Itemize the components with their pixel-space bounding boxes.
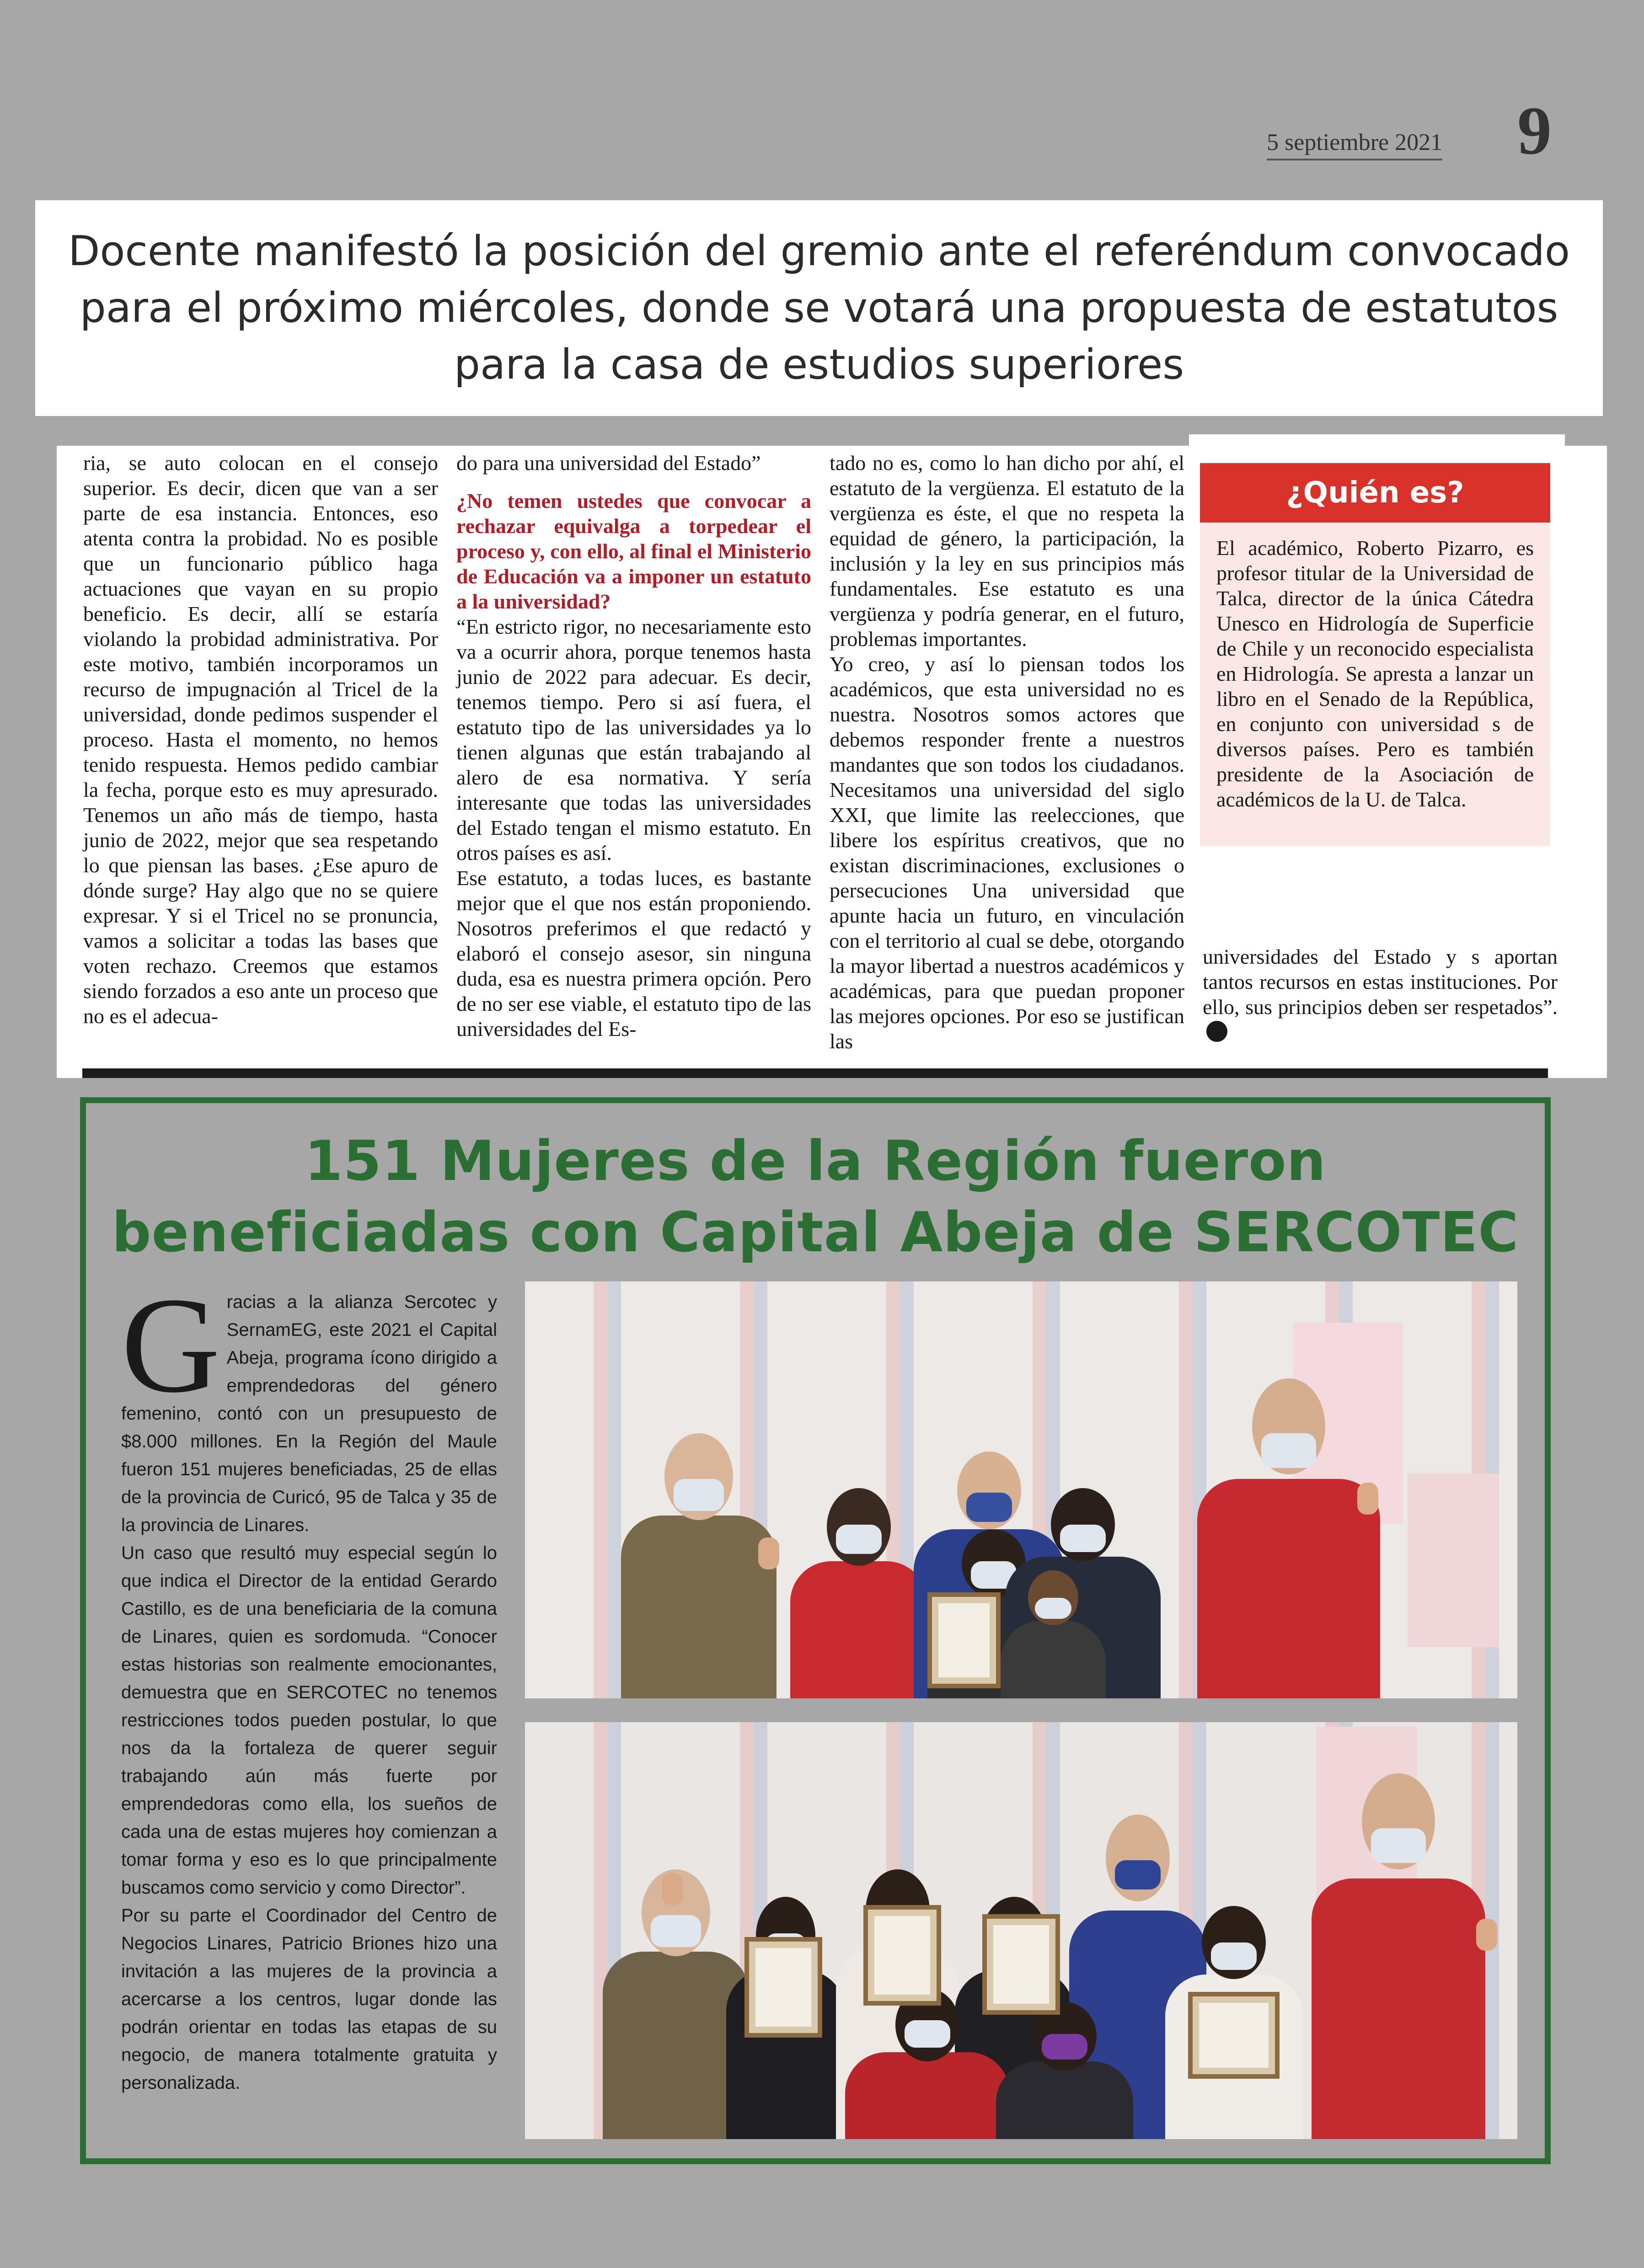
- sidebar-box: [1200, 463, 1550, 846]
- article-paragraph: tado no es, como lo han dicho por ahí, el estatuto de la vergüenza. El estatuto de la vergüenza es éste, el que no respeta la equidad de género, la participación, la inclusión y la ley en sus principios más fundamentales. Ese estatuto es una vergüenza y podría generar, en el futuro, problemas importantes.: [830, 451, 1184, 651]
- end-mark-icon: [1206, 1021, 1227, 1042]
- sidebar-body: El académico, Roberto Pizarro, es profesor titular de la Universidad de Talca, director de la única Cátedra Unesco en Hidrología de Superficie de Chile y un reconocido especialista en Hidrología. Se apresta a lanzar un libro en el Senado de la República, en conjunto con universidad s de diversos países. Pero es también presidente de la Asociación de académicos de la U. de Talca.: [1216, 536, 1534, 811]
- issue-date: 5 septiembre 2021: [1267, 129, 1442, 160]
- photo-person: [621, 1424, 776, 1698]
- section-divider: [82, 1068, 1548, 1078]
- drop-cap: G: [121, 1269, 220, 1421]
- article-column-2: [456, 450, 811, 1041]
- photo-person: [1312, 1764, 1485, 2139]
- article-paragraph: Por su parte el Coordinador del Centro de Negocios Linares, Patricio Briones hizo una invitación a las mujeres de la provincia a acercarse a los centros, lugar donde las podrán orientar en todas las etapas de su negocio, de manera totalmente gratuita y personalizada.: [121, 1905, 497, 2093]
- photo-person: [1197, 1369, 1380, 1698]
- article-paragraph: ria, se auto colocan en el consejo superior. Es decir, dicen que van a ser parte de esa instancia. Entonces, eso atenta contra la probidad. No es posible que un funcionario público haga actuaciones que vayan en su propio beneficio. Es decir, allí se estaría violando la probidad administrativa. Por este motivo, también incorporamos un recurso de impugnación al Tricel de la universidad, donde pedimos suspender el proceso. Hasta el momento, no hemos tenido respuesta. Hemos pedido cambiar la fecha, porque esto es muy apresurado. Tenemos un año más de tiempo, hasta junio de 2022, mejor que sea respetando lo que piensan las bases. ¿Ese apuro de dónde surge? Hay algo que no se quiere expresar. Y si el Tricel no se pronuncia, vamos a solicitar a todas las bases que voten rechazo. Creemos que estamos siendo forzados a eso ante un proceso que no es el adecua-: [83, 451, 438, 1028]
- subheadline: Docente manifestó la posición del gremio ante el referéndum convocado para el próximo miércoles, donde se votará una propuesta de estatutos para la casa de estudios superiores: [68, 227, 1570, 389]
- thumbs-up-icon: [662, 1873, 683, 1905]
- article-paragraph: Ese estatuto, a todas luces, es bastante mejor que el que nos están proponiendo. Nosotros preferimos el que redactó y elaboró el consejo asesor, sin ninguna duda, esa es nuestra primera opción. Pero de no ser ese viable, el estatuto tipo de las universidades del Es-: [456, 866, 811, 1041]
- headline-line-1: 151 Mujeres de la Región fueron: [305, 1130, 1326, 1193]
- article-paragraph: Yo creo, y así lo piensan todos los académicos, que esta universidad no es nuestra. Nosotros somos actores que debemos responder frente a nuestros mandantes que son todos los ciudadanos. Necesitamos una universidad del siglo XXI, que limite las reelecciones, que libere los espíritus creativos, que no existan discriminaciones, exclusiones o persecuciones Una universidad que apunte hacia un futuro, en vinculación con el territorio al cual se debe, otorgando la mayor libertad a nuestros académicos y académicas, para que puedan proponer las mejores opciones. Por eso se justifican las: [830, 652, 1184, 1053]
- photo-person: [996, 2002, 1133, 2139]
- headline: [86, 1126, 1545, 1269]
- thumbs-up-icon: [1357, 1483, 1378, 1515]
- photo-certificate: [982, 1914, 1060, 2015]
- article-paragraph: [1203, 944, 1558, 1045]
- photo-person: [1001, 1570, 1106, 1698]
- photo-certificate: [744, 1937, 822, 2038]
- photo-ceremony-1: [525, 1281, 1517, 1698]
- interview-question: ¿No temen ustedes que convocar a rechazar equivalga a torpedear el proceso y, con ello, al final el Ministerio de Educación va a imponer un estatuto a la universidad?: [456, 489, 811, 613]
- article-paragraph: do para una universidad del Estado”: [456, 451, 761, 475]
- photo-certificate: [927, 1592, 1001, 1688]
- article-paragraph: “En estricto rigor, no necesariamente esto va a ocurrir ahora, porque tenemos hasta junio de 2022 para adecuar. Es decir, tenemos tiempo. Pero si así fuera, el estatuto tipo de las universidades ya lo tienen algunas que están trabajando al alero de esa normativa. Y sería interesante que todas las universidades del Estado tengan el mismo estatuto. En otros países es así.: [456, 615, 811, 865]
- article-column-1: [83, 450, 438, 1029]
- paragraph-text: racias a la alianza Sercotec y SernamEG, este 2021 el Capital Abeja, programa ícono dirigido a emprendedoras del género femenino, contó con un presupuesto de $8.000 millones. En la Región del Maule fueron 151 mujeres beneficiadas, 25 de ellas de la provincia de Curicó, 95 de Talca y 35 de la provincia de Linares.: [121, 1292, 497, 1535]
- article-closing-text: universidades del Estado y s aportan tantos recursos en estas instituciones. Por ello, sus principios deben ser respetados”.: [1203, 945, 1558, 1019]
- thumbs-up-icon: [758, 1537, 779, 1569]
- photo-poster: [1408, 1473, 1499, 1647]
- thumbs-up-icon: [1476, 1919, 1497, 1951]
- photo-ceremony-2: [525, 1722, 1517, 2139]
- photo-person: [790, 1484, 927, 1698]
- photo-certificate: [863, 1905, 941, 2006]
- article-paragraph: [121, 1269, 497, 1539]
- article-sercotec: [80, 1097, 1551, 2164]
- sidebar-title: ¿Quién es?: [1200, 463, 1550, 523]
- subheadline-box: [35, 200, 1603, 416]
- headline-line-2: beneficiadas con Capital Abeja de SERCOTEC: [112, 1201, 1519, 1265]
- article-body: [121, 1269, 497, 2097]
- article-column-3: [830, 450, 1184, 1054]
- photo-certificate: [1188, 1992, 1280, 2079]
- article-column-4: [1203, 944, 1558, 1045]
- article-paragraph: Un caso que resultó muy especial según lo que indica el Director de la entidad Gerardo Castillo, es de una beneficiaria de la comuna de Linares, quien es sordomuda. “Conocer estas historias son realmente emocionantes, demuestra que en SERCOTEC no tenemos restricciones todos pueden postular, lo que nos da la fortaleza de querer seguir trabajando aún más fuerte por emprendedoras como ella, los sueños de cada una de estas mujeres hoy comienzan a tomar forma y eso es lo que principalmente buscamos como servicio y como Director”.: [121, 1543, 497, 1898]
- page-number: 9: [1517, 93, 1552, 169]
